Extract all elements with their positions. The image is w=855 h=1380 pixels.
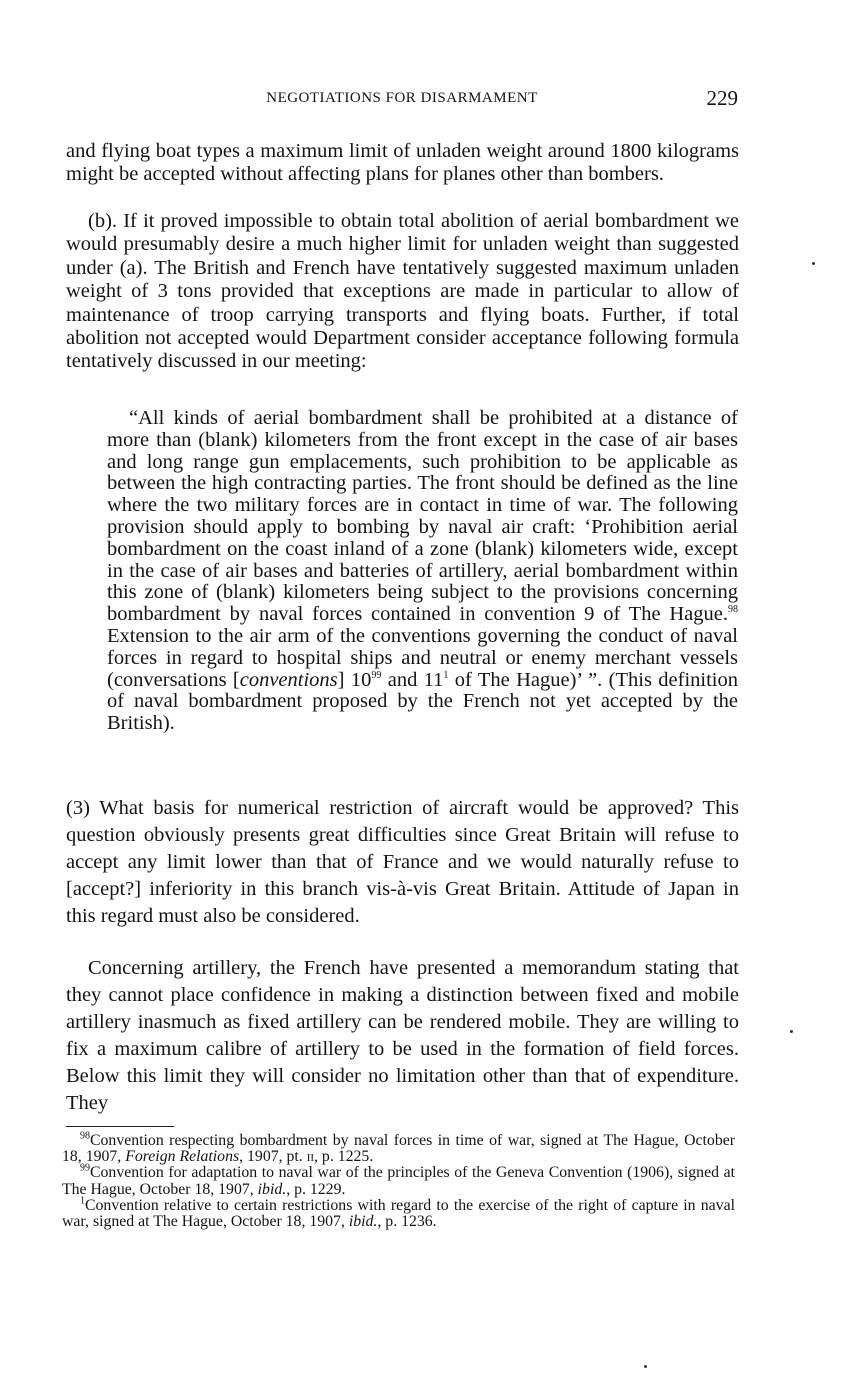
paragraph-text: The British and French have tentatively suggested maximum unladen weight of 3 tons provided that exceptions are made in particular to allow of maintenance of troop carrying transports and flying boats. Further, if total abolition not accepted would Department consider acceptance following formula tentatively discussed in our meeting: [66, 256, 739, 373]
footnote-text: , p. 1225. [314, 1148, 374, 1166]
running-title: NEGOTIATIONS FOR DISARMAMENT [266, 90, 538, 106]
footnote-98 [62, 1130, 735, 1166]
footnote-ref-99: 99 [371, 669, 382, 681]
footnote-text: , 1907, pt. [239, 1148, 307, 1166]
footnote-ref-98: 98 [728, 604, 738, 616]
footnote-ref-1: 1 [443, 669, 449, 681]
footnote-italic: ibid. [348, 1213, 378, 1231]
quote-text: of The Hague)’ ”. (This definition of naval bombardment proposed by the French not yet accepted by the British). [107, 668, 739, 735]
footnote-italic: ibid. [257, 1180, 287, 1198]
footnote-marker: 1 [80, 1195, 85, 1207]
quote-text: Extension to the air arm of the conventions governing the conduct of naval forces in regard to hospital ships and neutral or enemy merchant vessels (conversations [ [107, 624, 738, 691]
footnote-smallcaps: ii [306, 1148, 315, 1166]
paragraph-text: If it proved impossible to obtain total abolition of aerial bombardment we would presumably desire a much higher limit for unladen weight than suggested under [66, 210, 739, 279]
quote-italic: conventions [239, 668, 338, 691]
page-number: 229 [706, 86, 738, 110]
footnote-marker: 98 [80, 1130, 90, 1142]
footnote-text: Convention for adaptation to naval war of the principles of the Geneva Convention (1906), signed at The Hague, October 18, 1907, [62, 1164, 735, 1198]
footnote-divider [66, 1126, 174, 1127]
footnote-text: , p. 1236. [377, 1213, 437, 1231]
footnote-text: , p. 1229. [286, 1180, 346, 1198]
paragraph-numerical-restriction: (3) What basis for numerical restriction of aircraft would be approved? This question obviously presents great difficulties since Great Britain will refuse to accept any limit lower than that of France and we would naturally refuse to [accept?] inferiority in this branch vis-à-vis Great Britain. Attitude of Japan in this regard must also be considered. [66, 797, 739, 927]
paragraph-aerial-bombardment [66, 210, 739, 374]
print-speck [790, 1030, 793, 1033]
footnote-marker: 99 [80, 1163, 90, 1175]
quote-text: “All kinds of aerial bombardment shall be prohibited at a distance of more than (blank) kilometers from the front except in the case of air bases and long range gun emplacements, such prohibition to be applicable as between the high contracting parties. The front should be defined as the line where the two military forces are in contact in time of war. The following provision should apply to bombing by naval air craft: ‘Prohibition aerial bombardment on the coast inland of a zone (blank) kilometers wide, except in the case of air bases and batteries of artillery, aerial bombardment within this zone of (blank) kilometers being subject to the provisions concerning bombardment by naval forces contained in convention 9 of The Hague. [107, 407, 738, 626]
footnotes [62, 1130, 735, 1231]
quote-text: and 11 [381, 668, 444, 691]
paragraph-label: (b). [88, 210, 118, 232]
print-speck [812, 262, 815, 265]
paragraph-reference: (a). [119, 256, 148, 279]
print-speck [644, 1365, 647, 1368]
paragraph-artillery: Concerning artillery, the French have presented a memorandum stating that they cannot place confidence in making a distinction between fixed and mobile artillery inasmuch as fixed artillery can be rendered mobile. They are willing to fix a maximum calibre of artillery to be used in the formation of field forces. Below this limit they will consider no limitation other than that of expenditure. They [66, 957, 739, 1114]
footnote-1 [62, 1195, 735, 1231]
footnote-italic: Foreign Relations [125, 1148, 240, 1166]
running-head [66, 86, 738, 112]
footnote-99 [62, 1165, 735, 1197]
footnote-text: Convention relative to certain restrictions with regard to the exercise of the right of capture in naval war, signed at The Hague, October 18, 1907, [62, 1196, 735, 1231]
quote-text: ] 10 [337, 668, 372, 691]
footnote-text: Convention respecting bombardment by naval forces in time of war, signed at The Hague, October 18, 1907, [62, 1132, 735, 1166]
block-quote-formula [107, 408, 738, 735]
paragraph-flying-boat-limit: and flying boat types a maximum limit of unladen weight around 1800 kilograms might be accepted without affecting plans for planes other than bombers. [66, 140, 739, 186]
